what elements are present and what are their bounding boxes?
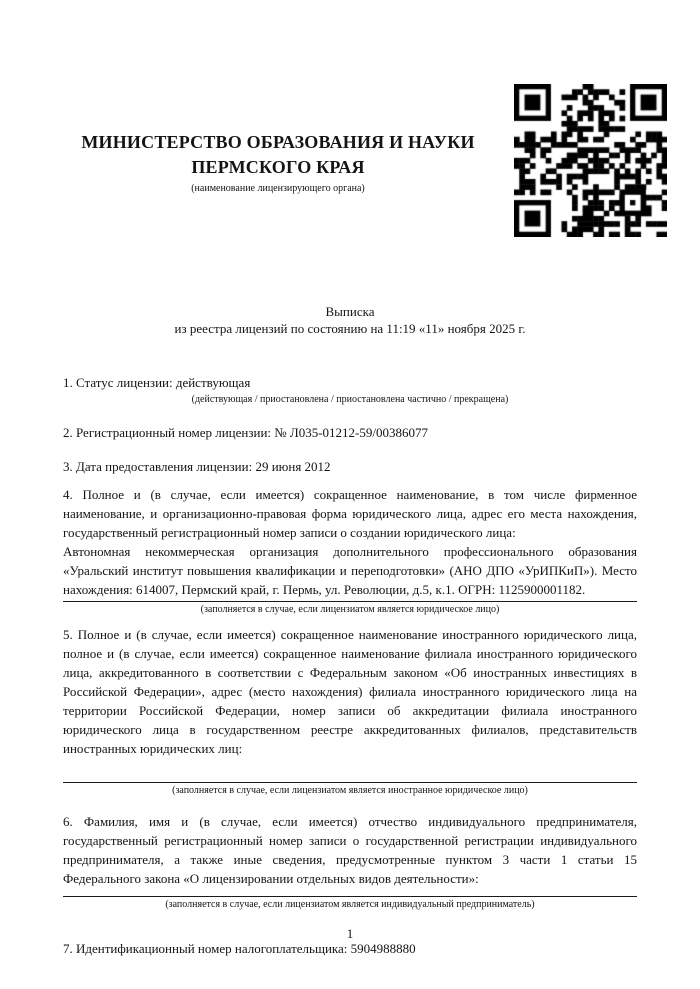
legal-entity-section [63,485,637,616]
license-status-line: 1. Статус лицензии: действующая [63,375,251,390]
taxpayer-id-line: 7. Идентификационный номер налогоплательщика: 5904988880 [63,941,416,956]
document-title-line2: из реестра лицензий по состоянию на 11:19 «11» ноября 2025 г. [174,321,526,336]
foreign-entity-note: (заполняется в случае, если лицензиатом является иностранное юридическое лицо) [172,785,528,796]
foreign-entity-section [63,625,637,797]
legal-entity-label: 4. Полное и (в случае, если имеется) сокращенное наименование, в том числе фирменное наименование, и организационно-правовая форма юридического лица, адрес его места нахождения, государственный регистрационный номер записи о создании юридического лица: [63,487,637,540]
page-number: 1 [346,926,354,941]
legal-entity-note: (заполняется в случае, если лицензиатом является юридическое лицо) [200,604,500,615]
license-reg-number-line: 2. Регистрационный номер лицензии: № Л035-01212-59/00386077 [63,425,429,440]
license-grant-date-line: 3. Дата предоставления лицензии: 29 июня 2012 [63,459,331,474]
qr-code-icon [514,84,667,237]
ministry-name-line1: МИНИСТЕРСТВО ОБРАЗОВАНИЯ И НАУКИ [81,132,475,152]
legal-entity-fill-line [63,601,637,602]
individual-entrepreneur-note: (заполняется в случае, если лицензиатом является индивидуальный предприниматель) [165,899,535,910]
document-title [65,303,635,337]
ministry-subtitle: (наименование лицензирующего органа) [191,183,365,194]
ministry-name [63,130,493,180]
individual-entrepreneur-label: 6. Фамилия, имя и (в случае, если имеется) отчество индивидуального предпринимателя, государственный регистрационный номер записи о государственной регистрации индивидуального предпринимателя, а также иные сведения, предусмотренные пунктом 3 части 1 статьи 15 Федерального закона «О лицензировании отдельных видов деятельности»: [63,814,637,886]
foreign-entity-fill-line [63,782,637,783]
document-title-line1: Выписка [325,304,375,319]
foreign-entity-label: 5. Полное и (в случае, если имеется) сокращенное наименование иностранного юридического лица, полное и (в случае, если имеется) сокращенное наименование филиала иностранного юридического лица, аккредитованного в соответствии с Федеральным законом «Об иностранных инвестициях в Российской Федерации», адрес (место нахождения) филиала иностранного юридического лица на территории Российской Федерации, номер записи об аккредитации филиала иностранного юридического лица в государственном реестре аккредитованных филиалов, представительств иностранных юридических лиц: [63,627,637,756]
license-status-note: (действующая / приостановлена / приостановлена частично / прекращена) [191,394,509,405]
ministry-name-line2: ПЕРМСКОГО КРАЯ [191,157,365,177]
individual-entrepreneur-fill-line [63,896,637,897]
ministry-header [63,130,493,195]
legal-entity-value: Автономная некоммерческая организация дополнительного профессионального образования «Уральский институт повышения квалификации и переподготовки» (АНО ДПО «УрИПКиП»). Место нахождения: 614007, Пермский край, г. Пермь, ул. Революции, д.5, к.1. ОГРН: 1125900001182. [63,544,637,597]
document-body [63,373,637,958]
individual-entrepreneur-section [63,812,637,911]
